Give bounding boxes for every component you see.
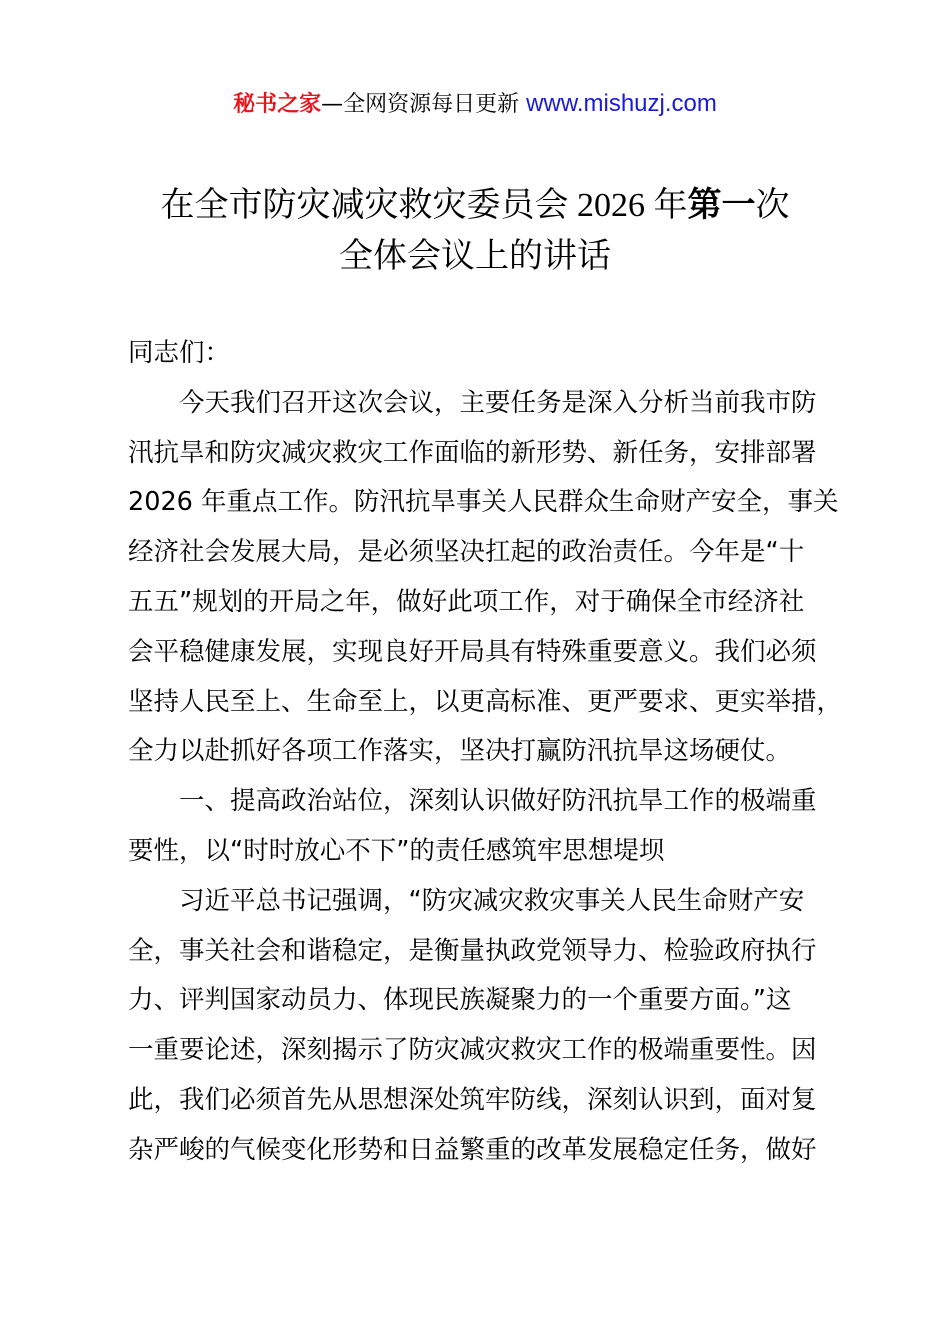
paragraph-line: 2026 年重点工作。防汛抗旱事关人民群众生命财产安全，事关 [128,487,839,518]
paragraph-line: 坚持人民至上、生命至上，以更高标准、更严要求、更实举措， [128,686,843,717]
paragraph-line: 一重要论述，深刻揭示了防灾减灾救灾工作的极端重要性。因 [128,1035,817,1066]
paragraph-line: 习近平总书记强调，“防灾减灾救灾事关人民生命财产安 [179,885,805,916]
site-url-link[interactable]: www.mishuzj.com [526,90,717,117]
paragraph-line: 五五”规划的开局之年，做好此项工作，对于确保全市经济社 [128,586,805,617]
title-line-1 [0,180,950,231]
title-bold-text: 第一 [687,185,756,225]
paragraph-line: 力、评判国家动员力、体现民族凝聚力的一个重要方面。”这 [128,985,792,1016]
header-tagline: —全网资源每日更新 [321,92,527,117]
paragraph-line: 经济社会发展大局，是必须坚决扛起的政治责任。今年是“十 [128,537,805,568]
title-text: 次 [755,185,790,225]
brand-name: 秘书之家 [233,92,322,117]
document-title [0,180,950,281]
document-body [128,329,868,1176]
section-heading-line: 一、提高政治站位，深刻认识做好防汛抗旱工作的极端重 [179,786,817,817]
salutation: 同志们： [128,338,231,368]
title-text: 在全市防灾减灾救灾委员会 [160,185,569,225]
paragraph-line: 杂严峻的气候变化形势和日益繁重的改革发展稳定任务，做好 [128,1134,817,1165]
paragraph-line: 汛抗旱和防灾减灾救灾工作面临的新形势、新任务，安排部署 [128,437,817,468]
paragraph-line: 会平稳健康发展，实现良好开局具有特殊重要意义。我们必须 [128,636,817,667]
paragraph-line: 全，事关社会和谐稳定，是衡量执政党领导力、检验政府执行 [128,935,817,966]
paragraph-line: 此，我们必须首先从思想深处筑牢防线，深刻认识到，面对复 [128,1084,817,1115]
paragraph-line: 全力以赴抓好各项工作落实，坚决打赢防汛抗旱这场硬仗。 [128,736,792,767]
site-header [0,88,950,121]
paragraph-line: 今天我们召开这次会议，主要任务是深入分析当前我市防 [179,387,817,418]
title-line-2: 全体会议上的讲话 [339,236,611,276]
title-text: 年 [653,185,688,225]
section-heading-line: 要性，以“时时放心不下”的责任感筑牢思想堤坝 [128,835,665,866]
title-year: 2026 [568,187,654,224]
